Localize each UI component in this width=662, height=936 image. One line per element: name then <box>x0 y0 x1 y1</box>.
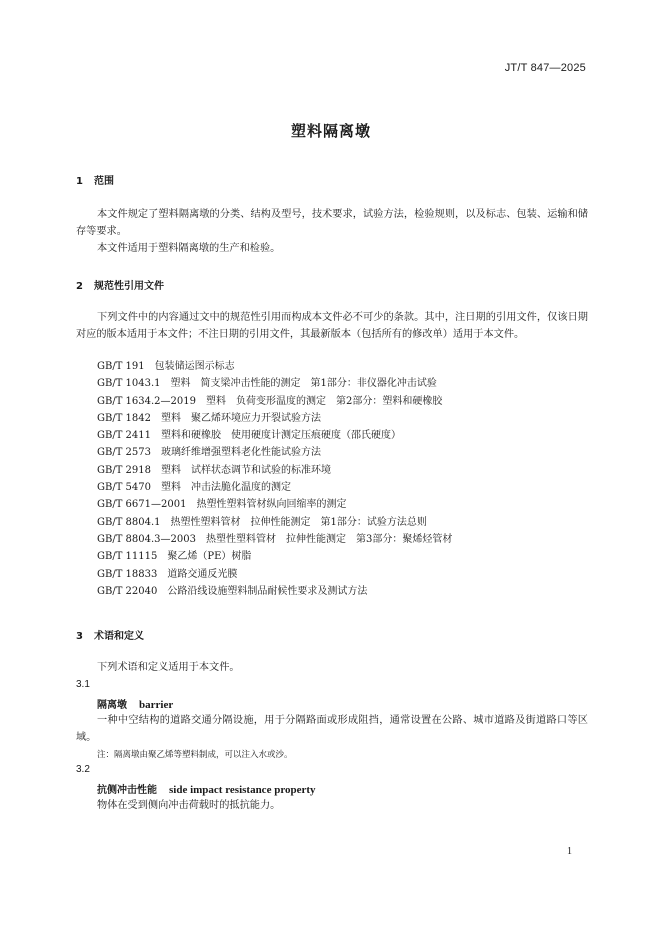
reference-item: GB/T 6671—2001 热塑性塑料管材纵向回缩率的测定 <box>97 499 347 511</box>
standard-code: JT/T 847—2025 <box>504 62 586 74</box>
term-definition: 物体在受到侧向冲击荷载时的抵抗能力。 <box>97 800 281 811</box>
section-number: 2 <box>76 281 83 292</box>
reference-list <box>97 358 452 600</box>
term-number: 3.2 <box>76 764 90 775</box>
terms-intro: 下列术语和定义适用于本文件。 <box>97 662 240 673</box>
term-name-chinese: 抗侧冲击性能 <box>97 785 157 796</box>
reference-item: GB/T 2411 塑料和硬橡胶 使用硬度计测定压痕硬度（邵氏硬度） <box>97 430 402 442</box>
scope-paragraph-1: 本文件规定了塑料隔离墩的分类、结构及型号，技术要求，试验方法，检验规则，以及标志、包装、运输和储存等要求。 <box>76 209 588 237</box>
section-number: 1 <box>76 176 83 187</box>
term-name-chinese: 隔离墩 <box>97 700 127 711</box>
reference-item: GB/T 2573 玻璃纤维增强塑料老化性能试验方法 <box>97 447 322 459</box>
reference-item: GB/T 8804.1 热塑性塑料管材 拉伸性能测定 第1部分：试验方法总则 <box>97 516 427 528</box>
reference-item: GB/T 1842 塑料 聚乙烯环境应力开裂试验方法 <box>97 412 322 424</box>
section-1-heading <box>76 172 114 187</box>
reference-item: GB/T 191 包装储运图示标志 <box>97 361 235 372</box>
document-title: 塑料隔离墩 <box>290 122 371 140</box>
section-2-heading <box>76 277 164 292</box>
section-number: 3 <box>76 631 83 642</box>
term-note: 注：隔离墩由聚乙烯等塑料制成，可以注入水或沙。 <box>97 750 293 760</box>
section-title: 范围 <box>94 176 114 187</box>
reference-item: GB/T 1634.2—2019 塑料 负荷变形温度的测定 第2部分：塑料和硬橡胶 <box>97 395 443 407</box>
term-name <box>97 696 173 711</box>
term-name-english: side impact resistance property <box>169 784 316 796</box>
term-name <box>97 781 316 796</box>
reference-item: GB/T 1043.1 塑料 简支梁冲击性能的测定 第1部分：非仪器化冲击试验 <box>97 378 437 390</box>
scope-paragraph-2: 本文件适用于塑料隔离墩的生产和检验。 <box>97 243 281 254</box>
term-definition: 一种中空结构的道路交通分隔设施，用于分隔路面或形成阻挡，通常设置在公路、城市道路及街道路口等区域。 <box>76 715 588 743</box>
section-title: 术语和定义 <box>94 631 144 642</box>
reference-item: GB/T 22040 公路沿线设施塑料制品耐候性要求及测试方法 <box>97 585 368 597</box>
reference-item: GB/T 8804.3—2003 热塑性塑料管材 拉伸性能测定 第3部分：聚烯烃管材 <box>97 533 453 545</box>
references-intro: 下列文件中的内容通过文中的规范性引用而构成本文件必不可少的条款。其中，注日期的引用文件，仅该日期对应的版本适用于本文件；不注日期的引用文件，其最新版本（包括所有的修改单）适用于本文件。 <box>76 312 588 340</box>
reference-item: GB/T 2918 塑料 试样状态调节和试验的标准环境 <box>97 464 332 476</box>
page-number: 1 <box>567 846 572 857</box>
reference-item: GB/T 5470 塑料 冲击法脆化温度的测定 <box>97 482 292 494</box>
term-number: 3.1 <box>76 679 90 690</box>
reference-item: GB/T 18833 道路交通反光膜 <box>97 568 238 580</box>
term-name-english: barrier <box>139 699 174 711</box>
section-3-heading <box>76 627 144 642</box>
section-title: 规范性引用文件 <box>94 281 164 292</box>
reference-item: GB/T 11115 聚乙烯（PE）树脂 <box>97 551 252 563</box>
